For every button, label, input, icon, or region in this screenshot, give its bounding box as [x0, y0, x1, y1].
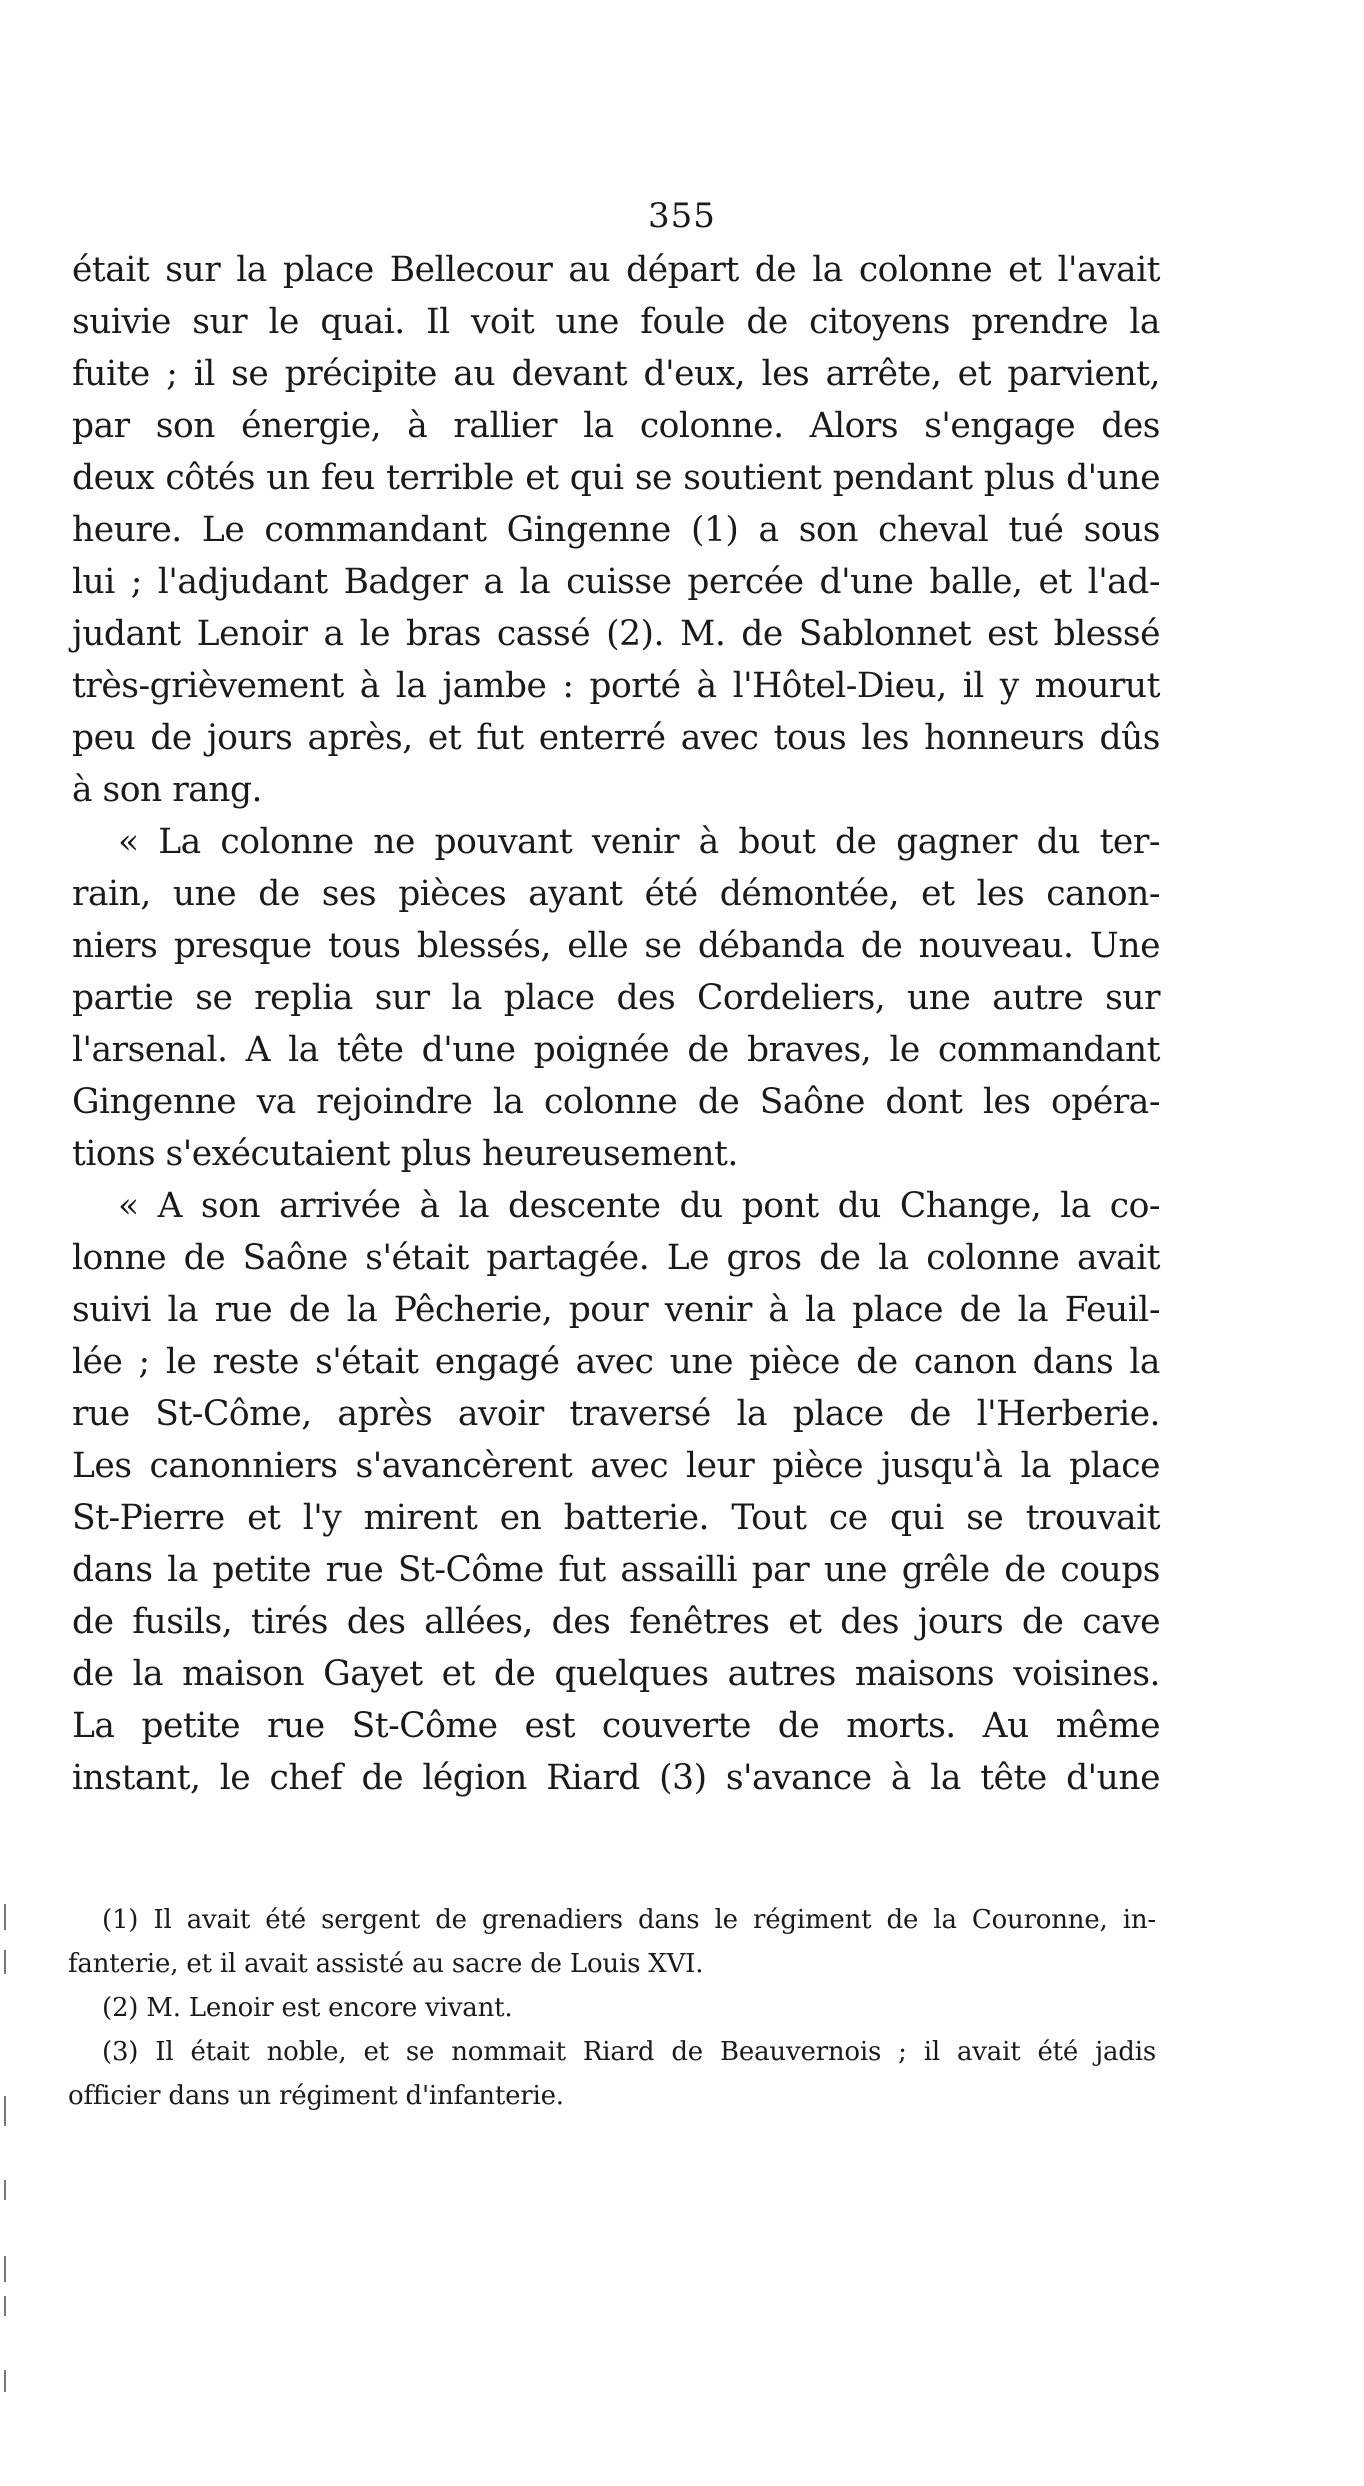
text-line: instant, le chef de légion Riard (3) s'avance à la tête d'une	[72, 1758, 1160, 1798]
text-line: l'arsenal. A la tête d'une poignée de braves, le commandant	[72, 1030, 1160, 1070]
scan-margin-mark	[4, 2180, 6, 2200]
text-line: Gingenne va rejoindre la colonne de Saône dont les opéra-	[72, 1082, 1160, 1122]
text-line: très-grièvement à la jambe : porté à l'Hôtel-Dieu, il y mourut	[72, 666, 1160, 706]
footnote-line: officier dans un régiment d'infanterie.	[68, 2081, 564, 2111]
footnote-line: (1) Il avait été sergent de grenadiers dans le régiment de la Couronne, in-	[102, 1905, 1156, 1935]
text-line: suivie sur le quai. Il voit une foule de citoyens prendre la	[72, 302, 1160, 342]
text-line: rain, une de ses pièces ayant été démontée, et les canon-	[72, 874, 1160, 914]
text-line: partie se replia sur la place des Cordeliers, une autre sur	[72, 978, 1160, 1018]
scan-margin-mark	[4, 2256, 6, 2282]
text-line: La petite rue St-Côme est couverte de morts. Au même	[72, 1706, 1160, 1746]
scan-margin-mark	[4, 2296, 6, 2316]
text-line: « La colonne ne pouvant venir à bout de gagner du ter-	[118, 822, 1160, 862]
scan-margin-mark	[4, 1904, 6, 1930]
text-line: lée ; le reste s'était engagé avec une pièce de canon dans la	[72, 1342, 1160, 1382]
scan-margin-mark	[4, 2370, 6, 2392]
text-line: judant Lenoir a le bras cassé (2). M. de Sablonnet est blessé	[72, 614, 1160, 654]
text-line: peu de jours après, et fut enterré avec tous les honneurs dûs	[72, 718, 1160, 758]
footnote-line: (3) Il était noble, et se nommait Riard de Beauvernois ; il avait été jadis	[102, 2037, 1156, 2067]
text-line: lui ; l'adjudant Badger a la cuisse percée d'une balle, et l'ad-	[72, 562, 1160, 602]
text-line: niers presque tous blessés, elle se débanda de nouveau. Une	[72, 926, 1160, 966]
text-line: de la maison Gayet et de quelques autres maisons voisines.	[72, 1654, 1160, 1694]
scan-margin-mark	[4, 2096, 6, 2126]
text-line: tions s'exécutaient plus heureusement.	[72, 1134, 738, 1174]
text-line: à son rang.	[72, 770, 263, 810]
text-line: St-Pierre et l'y mirent en batterie. Tout ce qui se trouvait	[72, 1498, 1160, 1538]
page-number: 355	[648, 196, 716, 236]
text-line: deux côtés un feu terrible et qui se soutient pendant plus d'une	[72, 458, 1160, 498]
text-line: rue St-Côme, après avoir traversé la place de l'Herberie.	[72, 1394, 1160, 1434]
footnote-line: fanterie, et il avait assisté au sacre de Louis XVI.	[68, 1949, 704, 1979]
text-line: dans la petite rue St-Côme fut assailli par une grêle de coups	[72, 1550, 1160, 1590]
text-line: lonne de Saône s'était partagée. Le gros de la colonne avait	[72, 1238, 1160, 1278]
text-line: heure. Le commandant Gingenne (1) a son cheval tué sous	[72, 510, 1160, 550]
text-line: était sur la place Bellecour au départ de la colonne et l'avait	[72, 250, 1160, 290]
scan-margin-mark	[4, 1950, 6, 1974]
text-line: Les canonniers s'avancèrent avec leur pièce jusqu'à la place	[72, 1446, 1160, 1486]
text-line: « A son arrivée à la descente du pont du Change, la co-	[118, 1186, 1160, 1226]
text-line: suivi la rue de la Pêcherie, pour venir à la place de la Feuil-	[72, 1290, 1160, 1330]
text-line: par son énergie, à rallier la colonne. Alors s'engage des	[72, 406, 1160, 446]
footnote-line: (2) M. Lenoir est encore vivant.	[102, 1993, 513, 2023]
text-line: fuite ; il se précipite au devant d'eux, les arrête, et parvient,	[72, 354, 1160, 394]
text-line: de fusils, tirés des allées, des fenêtres et des jours de cave	[72, 1602, 1160, 1642]
